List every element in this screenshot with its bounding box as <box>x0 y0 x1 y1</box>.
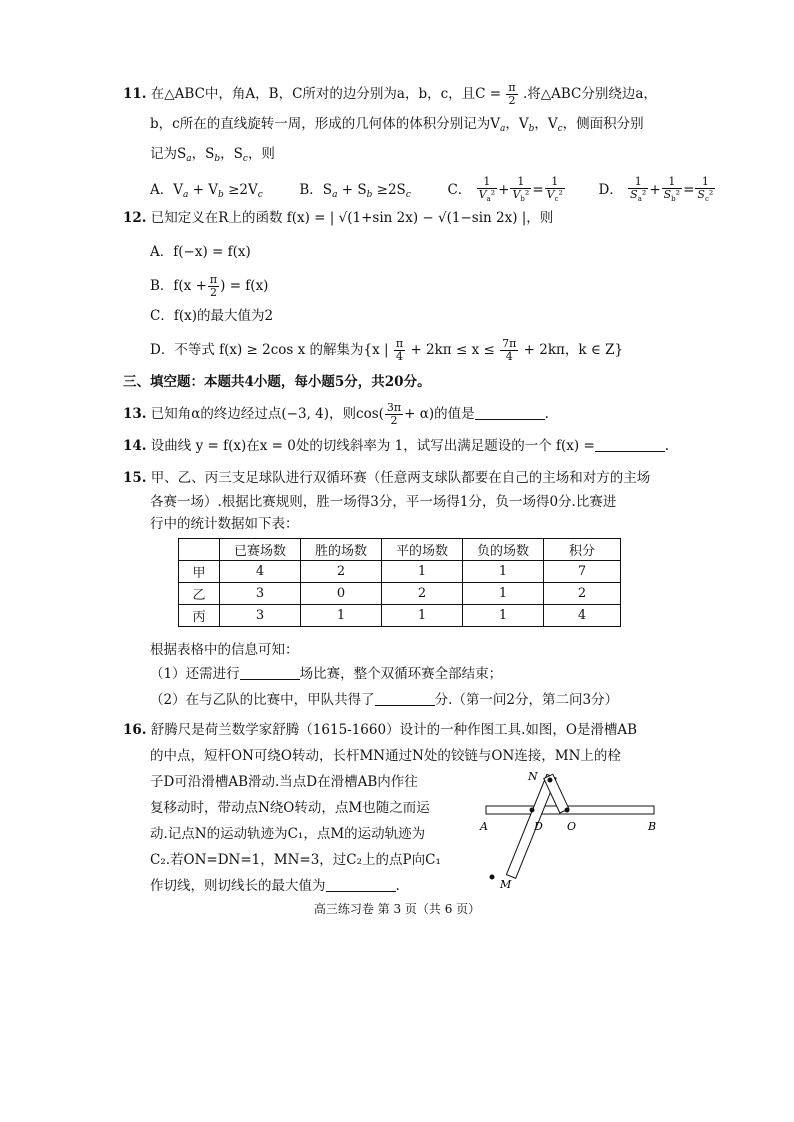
q11-option-a: A．$V_a + V_b \ge 2V_c$ <box>150 182 263 201</box>
q11-option-c: C． $\frac{1}{V_a^2}$ + $\frac{1}{V_b^2}$ = $\frac{1}{V_c^2}$ <box>447 175 563 204</box>
schooten-ruler-figure <box>470 764 670 894</box>
q16-answer-blank[interactable] <box>326 877 396 892</box>
q11-options <box>150 176 716 205</box>
q16-line-3: 子D可沿滑槽AB滑动.当点D在滑槽AB内作往 <box>150 774 418 790</box>
label-n: N <box>528 770 538 783</box>
q15-answer-blank-2[interactable] <box>375 691 435 706</box>
q12-option-b: B．f(x + $\frac{\pi}{2}$ ) = f(x) <box>150 273 269 299</box>
q12-number: 12. <box>123 210 147 226</box>
q16-line-4: 复移动时，带动点N绕O转动，点M也随之而运 <box>150 800 430 816</box>
q15-subquestion-2: （2）在与乙队的比赛中，甲队共得了 分.（第一问2分，第二问3分） <box>150 692 619 708</box>
label-m: M <box>500 878 512 891</box>
fraction: $\frac{\pi}{2}$ <box>508 81 516 107</box>
q12-option-c: C．f(x)的最大值为2 <box>150 308 274 324</box>
standings-table <box>178 538 621 627</box>
q16-line-2: 的中点，短杆ON可绕O转动，长杆MN通过N处的铰链与ON连接，MN上的栓 <box>150 748 621 764</box>
q14-answer-blank[interactable] <box>595 437 665 452</box>
table-row: 乙 3 0 2 1 2 <box>179 583 621 605</box>
q15-subquestion-1: （1）还需进行 场比赛，整个双循环赛全部结束； <box>150 666 503 682</box>
label-o: O <box>567 820 577 833</box>
q15-line-1: 15. 甲、乙、丙三支足球队进行双循环赛（任意两支球队都要在自己的主场和对方的主场 <box>123 470 651 486</box>
section-3-heading: 三、填空题：本题共4小题，每小题5分，共20分。 <box>123 374 431 390</box>
table-row: 丙 3 1 1 1 4 <box>179 605 621 627</box>
page-footer: 高三练习卷 第 3 页（共 6 页） <box>313 902 481 916</box>
q12-option-a: A．f(−x) = f(x) <box>150 244 251 260</box>
table-header-row: 已赛场数 胜的场数 平的场数 负的场数 积分 <box>179 539 621 561</box>
q13: 13. 已知角α的终边经过点(−3, 4)，则cos( $\frac{3\pi}{2}$ + α)的值是 . <box>123 401 549 427</box>
q13-answer-blank[interactable] <box>475 405 545 420</box>
q11-line-1: 11. 在△ABC中，角A，B，C所对的边分别为a，b，c，且C = $\frac{\pi}{2}$ .将△ABC分别绕边a， <box>123 81 657 107</box>
q15-line-2: 各赛一场）.根据比赛规则，胜一场得3分，平一场得1分，负一场得0分.比赛进 <box>150 494 617 510</box>
q15-after-table: 根据表格中的信息可知： <box>150 642 299 658</box>
table-row: 甲 4 2 1 1 7 <box>179 561 621 583</box>
q11-line-2: b，c所在的直线旋转一周，形成的几何体的体积分别记为$V_a$，$V_b$，$V_c$，侧面积分别 <box>150 116 644 134</box>
q14: 14. 设曲线 y = f(x)在x = 0处的切线斜率为 1，试写出满足题设的一个 f(x) = . <box>123 438 670 454</box>
q15-line-3: 行中的统计数据如下表： <box>150 516 299 532</box>
q11-line-3: 记为$S_a$，$S_b$，$S_c$，则 <box>150 146 275 164</box>
label-a: A <box>480 820 488 833</box>
q11-option-d: D． $\frac{1}{S_a^2}$ + $\frac{1}{S_b^2}$ = $\frac{1}{S_c^2}$ <box>598 175 714 204</box>
q12-option-d: D．不等式 f(x) ≥ 2cos x 的解集为{x | $\frac{\pi}{4}$ + 2kπ ≤ x ≤ $\frac{7\pi}{4}$ + 2kπ，k ∈ Z} <box>150 337 624 363</box>
q16-line-5: 动.记点N的运动轨迹为C₁，点M的运动轨迹为 <box>150 826 426 842</box>
label-d: D <box>534 820 543 833</box>
q16-line-7: 作切线，则切线长的最大值为 . <box>150 878 400 894</box>
q11-number: 11. <box>123 86 147 102</box>
q16-line-1: 16. 舒腾尺是荷兰数学家舒腾（1615-1660）设计的一种作图工具.如图，O是滑槽AB <box>123 722 638 738</box>
q15-answer-blank-1[interactable] <box>240 665 300 680</box>
q12-line-1: 12. 已知定义在R上的函数 f(x) = | √(1+sin 2x) − √(1−sin 2x) |，则 <box>123 210 554 226</box>
q16-line-6: C₂.若ON=DN=1，MN=3，过C₂上的点P向C₁ <box>150 852 441 868</box>
label-b: B <box>648 820 657 833</box>
q11-option-b: B．$S_a + S_b \ge 2S_c$ <box>299 182 411 201</box>
